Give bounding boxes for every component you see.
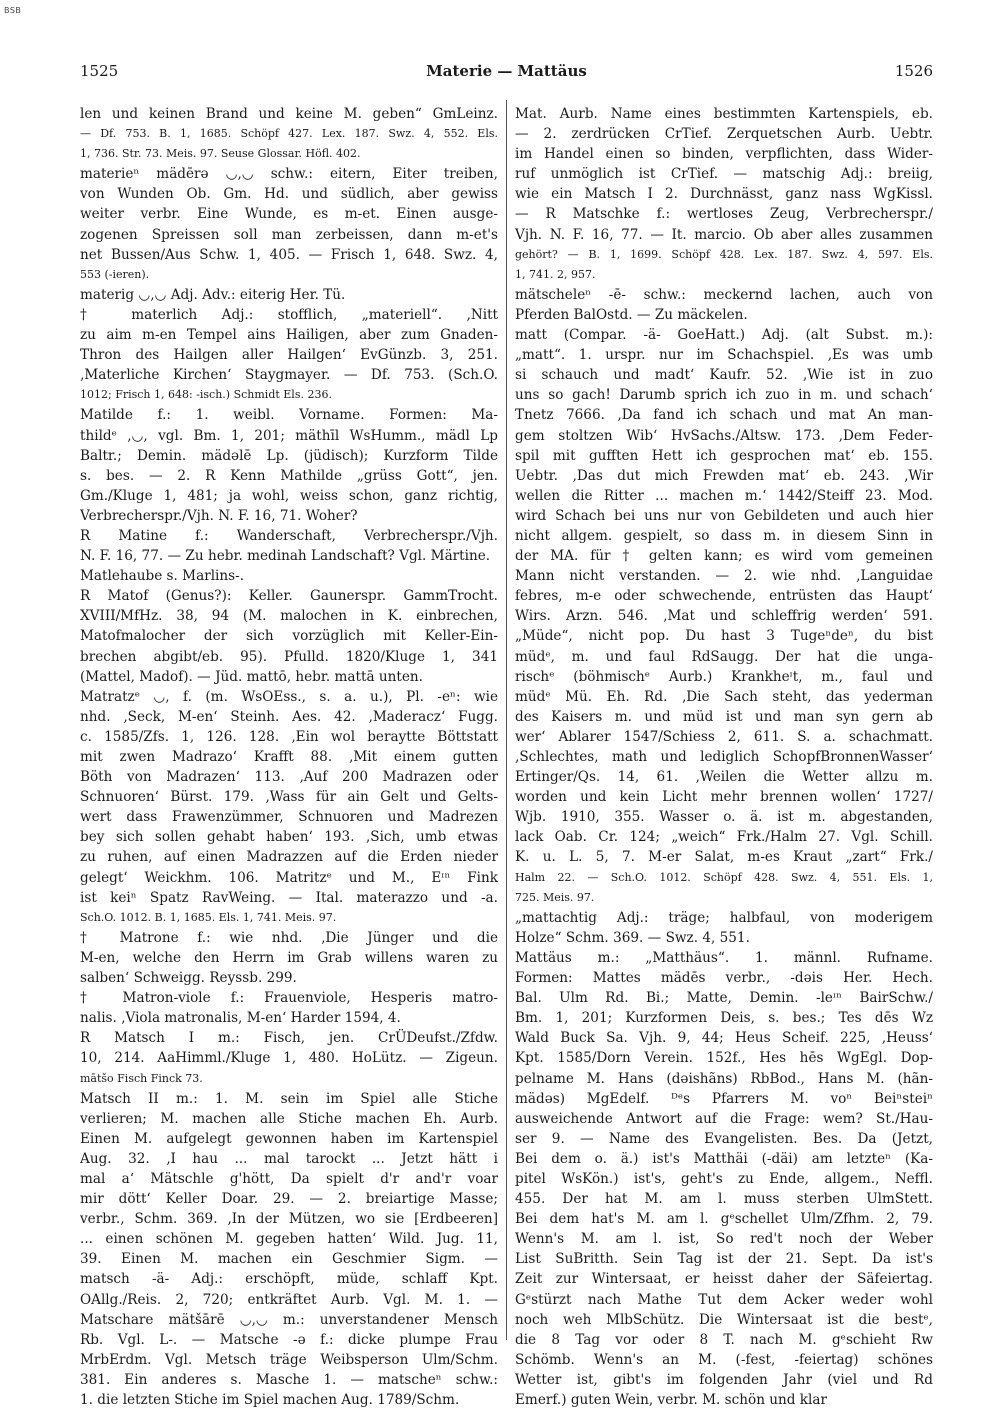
text-line: salben‘ Schweigg. Reyssb. 299. — [80, 970, 297, 987]
text-line: brechen abgibt/eb. 95). Pfulld. 1820/Kluge 1, 341 — [80, 648, 498, 665]
text-line: mir dött‘ Keller Doar. 29. — 2. breiartige Masse; — [80, 1191, 498, 1208]
text-line: Vjh. N. F. 16, 77. — It. marcio. Ob aber alles zusammen — [515, 226, 933, 243]
text-line: verbr., Schm. 369. ‚In der Mützen, wo sie [Erdbeeren] — [80, 1211, 498, 1228]
text-line: R Matine f.: Wanderschaft, Verbrecherspr./Vjh. — [80, 527, 498, 544]
text-line: 1, 736. Str. 73. Meis. 97. Seuse Glossar. Höfl. 402. — [80, 147, 361, 161]
text-line: Bei dem hat's M. am l. gᵉschellet Ulm/Zfhm. 2, 79. — [515, 1211, 933, 1228]
text-line: Mann nicht verstanden. — 2. wie nhd. ‚Languidae — [515, 568, 933, 585]
text-line: Matratzᵉ ◡, f. (m. WsOEss., s. a. u.), Pl. -eⁿ: wie — [80, 688, 498, 705]
text-line: ruf unmöglich ist CrTief. — matschig Adj.: breiig, — [515, 166, 933, 183]
text-line: 381. Ein anderes s. Masche 1. — matscheⁿ schw.: — [80, 1371, 498, 1388]
text-line: spil mit gufften Hett ich gesprochen mat‘ eb. 155. — [515, 447, 933, 464]
text-line: — Df. 753. B. 1, 1685. Schöpf 427. Lex. 187. Swz. 4, 552. Els. — [80, 127, 498, 141]
text-line: MrbErdm. Vgl. Metsch träge Weibsperson Ulm/Schm. — [80, 1351, 498, 1368]
text-line: Matofmalocher der sich vorzüglich mit Keller-Ein- — [80, 628, 498, 645]
text-line: Matlehaube s. Marlins-. — [80, 568, 245, 585]
text-line: „matt“. 1. urspr. nur im Schachspiel. ‚Es was umb — [515, 347, 933, 364]
text-line: „mattachtig Adj.: träge; halbfaul, von moderigem — [515, 909, 933, 926]
text-line: Zeit zur Wintersaat, er heisst daher der Säfeiertag. — [515, 1271, 933, 1288]
text-line: Thron des Hailgen aller Hailgen‘ EvGünzb. 3, 251. — [80, 347, 498, 364]
text-line: Wenn's M. am l. ist, So red't noch der Weber — [515, 1231, 933, 1248]
text-line: nicht allgem. gespielt, so dass m. in diesem Sinn in — [515, 527, 933, 544]
text-line: mädəs) MgEdelf. ᴰᵉs Pfarrers M. voⁿ Beiⁿsteiⁿ — [515, 1090, 933, 1107]
text-line: Bei dem o. ä.) ist's Matthäi (-däi) am letzteⁿ (Ka- — [515, 1150, 933, 1167]
text-line: noch weh MlbSchütz. Die Wintersaat ist die bestᵉ, — [515, 1311, 933, 1328]
text-line: 553 (-ieren). — [80, 267, 150, 281]
text-line: OAllg./Reis. 2, 720; entkräftet Aurb. Vgl. M. 1. — — [80, 1291, 498, 1308]
text-line: ‚Schlechtes, math und lediglich SchopfBronnenWasser‘ — [515, 749, 933, 765]
text-line: thildᵉ ,◡, vgl. Bm. 1, 201; mäthīl WsHumm., mädl Lp — [80, 427, 498, 444]
text-line: matt (Compar. -ä- GoeHatt.) Adj. (alt Subst. m.): — [515, 327, 933, 344]
text-line: Wirs. Arzn. 546. ‚Mat und schleffrig werden‘ 591. — [515, 608, 933, 625]
text-line: ser 9. — Name des Evangelisten. Bes. Da (Jetzt, — [515, 1130, 933, 1147]
text-line: Gᵉstürzt nach Mathe Tut dem Acker weder wohl — [515, 1291, 933, 1308]
text-line: Wald Buck Sa. Vjh. 9, 44; Heus Scheif. 225, ‚Heuss‘ — [515, 1030, 933, 1047]
text-line: „Müde“, nicht pop. Du hast 3 Tugeⁿdeⁿ, du bist — [515, 628, 933, 645]
text-line: Matilde f.: 1. weibl. Vorname. Formen: Ma- — [80, 407, 498, 424]
text-line: Matsch II m.: 1. M. sein im Spiel alle Stiche — [80, 1090, 498, 1107]
column-divider — [506, 100, 507, 1340]
text-line: si schauch und madt‘ Kaufr. 52. ‚Wie ist in zuo — [515, 367, 933, 384]
text-line: uns so gach! Darumb sprich ich zuo in m. und schach‘ — [515, 387, 933, 404]
text-line: wellen die Ritter ... machen m.‘ 1442/Steiff 23. Mod. — [515, 487, 933, 504]
text-line: der MA. für † gelten kann; es wird vom gemeinen — [515, 548, 933, 565]
text-line: pelname M. Hans (dəishãns) RbBod., Hans M. (hãn- — [515, 1070, 933, 1087]
text-line: 1, 741. 2, 957. — [515, 267, 596, 281]
text-line: ‚Materliche Kirchen‘ Staygmayer. — Df. 753. (Sch.O. — [80, 367, 498, 384]
text-line: Uebtr. ‚Das dut mich Frewden mat‘ eb. 243. ‚Wir — [515, 467, 933, 484]
text-line: List SuBritth. Sein Tag ist der 21. Sept. Da ist's — [515, 1251, 933, 1268]
text-line: Gm./Kluge 1, 481; ja wohl, weiss schon, ganz richtig, — [80, 487, 498, 504]
text-line: Bal. Ulm Rd. Bi.; Matte, Demin. -leᶦⁿ BairSchw./ — [515, 990, 933, 1007]
text-line: c. 1585/Zfs. 1, 126. 128. ‚Ein wol beraytte Böttstatt — [80, 728, 498, 745]
text-line: Kpt. 1585/Dorn Verein. 152f., Hes hēs WgEgl. Dop- — [515, 1050, 933, 1067]
text-line: M-en, welche den Herrn im Grab willens waren zu — [80, 949, 498, 966]
page-number-left: 1525 — [80, 62, 119, 80]
text-line: Emerf.) guten Wein, verbr. M. schön und klar — [515, 1392, 827, 1408]
text-line: wert dass Frawenzümmer, Schnuoren und Madrezen — [80, 809, 498, 826]
text-line: K. u. L. 5, 7. M-er Salat, m-es Kraut „zart“ Frk./ — [515, 849, 933, 866]
text-line: Schnuoren‘ Bürst. 179. ‚Wass für ain Gelt und Gelts- — [80, 789, 498, 806]
text-line: ... einen schönen M. gegeben hatten‘ Wild. Jug. 11, — [80, 1231, 498, 1248]
text-line: bey sich sollen gehabt haben‘ 193. ‚Sich, umb etwas — [80, 829, 498, 846]
text-line: mal a‘ Mätschle g'hött, Da spielt d'r and'r voar — [80, 1170, 498, 1187]
text-line: Ertinger/Qs. 14, 61. ‚Weilen die Wetter allzu m. — [515, 769, 933, 786]
text-line: Matschare mätšārē ◡,◡ m.: unverstandener Mensch — [80, 1311, 498, 1328]
text-line: Tnetz 7666. ‚Da fand ich schach und mat An man- — [515, 407, 933, 424]
text-line: Bm. 1, 201; Kurzformen Deis, s. bes.; Tes dēs Wz — [515, 1010, 933, 1027]
text-line: s. bes. — 2. R Kenn Mathilde „grüss Gott“, jen. — [80, 467, 498, 484]
running-title: Materie — Mattäus — [426, 62, 587, 80]
text-line: gem stoltzen Wib‘ HvSachs./Altsw. 173. ‚Dem Feder- — [515, 427, 933, 444]
text-line: † Matrone f.: wie nhd. ‚Die Jünger und die — [80, 929, 498, 946]
text-line: † materlich Adj.: stofflich, „materiell“. ‚Nitt — [80, 306, 498, 323]
text-line: von Wunden Ob. Gm. Hd. und südlich, aber gewiss — [80, 186, 498, 203]
text-line: 10, 214. AaHimml./Kluge 1, 480. HoLütz. — Zigeun. — [80, 1050, 498, 1067]
library-stamp: BSB — [4, 6, 22, 15]
text-line: zu aim m-en Tempel ains Hailigen, aber zum Gnaden- — [80, 327, 498, 344]
text-line: die 8 Tag vor oder 8 T. nach M. gᵉschieht Rw — [515, 1331, 933, 1348]
text-line: 455. Der hat M. am l. muss sterben UlmStett. — [515, 1191, 933, 1208]
text-line: worden und kein Licht mehr brennen wollen‘ 1727/ — [515, 789, 933, 806]
text-line: im Handel einen so binden, verpflichten, dass Wider- — [515, 146, 933, 163]
text-line: wird Schach bei uns nur von Gebildeten und auch hier — [515, 507, 933, 524]
text-line: Formen: Mattes mädēs verbr., -dəis Her. Hech. — [515, 970, 933, 987]
text-line: gelegt‘ Weickhm. 106. Matritzᵉ und M., Eᶦⁿ Fink — [80, 869, 498, 886]
text-line: ausweichende Antwort auf die Frage: wem? St./Hau- — [515, 1110, 933, 1127]
text-line: — 2. zerdrücken CrTief. Zerquetschen Aurb. Uebtr. — [515, 126, 933, 143]
text-line: zu ruhen, auf einen Madrazzen auf die Erden nieder — [80, 849, 498, 866]
text-line: (Mattel, Madof). — Jüd. mattō, hebr. mattā unten. — [80, 668, 423, 685]
text-line: materieⁿ mädērə ◡,◡ schw.: eitern, Eiter treiben, — [80, 166, 498, 183]
text-line: mit zwen Madrazo‘ Krafft 88. ‚Mit einem gutten — [80, 749, 498, 765]
text-line: R Matof (Genus?): Keller. Gaunerspr. GammTrocht. — [80, 588, 498, 605]
text-line: Mattäus m.: „Matthäus“. 1. männl. Rufname. — [515, 949, 933, 966]
text-line: 1. die letzten Stiche im Spiel machen Aug. 1789/Schm. — [80, 1392, 460, 1408]
text-line: matsch -ä- Adj.: erschöpft, müde, schlaff Kpt. — [80, 1271, 498, 1288]
text-line: Sch.O. 1012. B. 1, 1685. Els. 1, 741. Meis. 97. — [80, 910, 337, 924]
text-line: Schömb. Wenn's an M. (-fest, -feiertag) schönes — [515, 1351, 933, 1368]
right-column — [515, 104, 933, 1410]
text-line: 39. Einen M. machen ein Geschmier Sigm. — — [80, 1251, 498, 1268]
text-line: Halm 22. — Sch.O. 1012. Schöpf 428. Swz. 4, 551. Els. 1, — [515, 870, 933, 884]
left-column — [80, 104, 498, 1410]
text-line: 1012; Frisch 1, 648: -isch.) Schmidt Els. 236. — [80, 388, 332, 402]
text-line: Einen M. aufgelegt gewonnen haben im Kartenspiel — [80, 1130, 498, 1147]
text-line: rischᵉ (böhmischᵉ Aurb.) Krankheᶦt, m., faul und — [515, 668, 933, 685]
text-line: müdᵉ, m. und faul RdSaugg. Der hat die unga- — [515, 648, 933, 665]
text-line: nalis. ‚Viola matronalis, M-en‘ Harder 1594, 4. — [80, 1010, 401, 1027]
text-line: Mat. Aurb. Name eines bestimmten Kartenspiels, eb. — [515, 106, 933, 122]
text-line: † Matron-viole f.: Frauenviole, Hesperis matro- — [80, 990, 498, 1007]
text-line: des Kaisers m. und müd ist und man syn gern ab — [515, 708, 933, 725]
text-line: verlieren; M. machen alle Stiche machen Eh. Aurb. — [80, 1110, 498, 1127]
text-line: febres, m-e oder schwechende, entrüsten das Haupt‘ — [515, 588, 933, 605]
text-line: XVIII/MfHz. 38, 94 (M. malochen in K. einbrechen, — [80, 608, 498, 625]
text-line: Holze“ Schm. 369. — Swz. 4, 551. — [515, 929, 750, 946]
text-line: Baltr.; Demin. mädəlē Lp. (jüdisch); Kurzform Tilde — [80, 447, 498, 464]
text-line: N. F. 16, 77. — Zu hebr. medinah Landschaft? Vgl. Märtine. — [80, 548, 491, 565]
text-line: — R Matschke f.: wertloses Zeug, Verbrecherspr./ — [515, 206, 933, 223]
text-line: net Bussen/Aus Schw. 1, 405. — Frisch 1, 648. Swz. 4, — [80, 246, 498, 263]
text-line: zogenen Spreissen soll man zerbeissen, dann m-et's — [80, 226, 498, 243]
text-line: nhd. ‚Seck, M-en‘ Steinh. Aes. 42. ‚Maderacz‘ Fugg. — [80, 708, 498, 725]
text-line: R Matsch I m.: Fisch, jen. CrÜDeufst./Zfdw. — [80, 1030, 498, 1047]
text-line: Aug. 32. ‚I hau ... mal tarockt ... Jetzt hätt i — [80, 1150, 498, 1167]
text-line: Rb. Vgl. L-. — Matsche -ə f.: dicke plumpe Frau — [80, 1331, 498, 1348]
text-line: Verbrecherspr./Vjh. N. F. 16, 71. Woher? — [80, 507, 358, 524]
text-line: mātšo Fisch Finck 73. — [80, 1071, 203, 1085]
page-number-right: 1526 — [894, 62, 933, 80]
text-line: pitel WsKön.) ist's, geht's zu Ende, allgem., Neffl. — [515, 1170, 933, 1187]
text-line: 725. Meis. 97. — [515, 890, 595, 904]
text-line: mätscheleⁿ -ē- schw.: meckernd lachen, auch von — [515, 286, 933, 303]
text-line: Böth von Madrazen‘ 113. ‚Auf 200 Madrazen oder — [80, 769, 498, 786]
text-line: weiter verbr. Eine Wunde, es m-et. Einen ausge- — [80, 206, 498, 223]
text-line: Wetter ist, gibt's im folgenden Jahr (viel und Rd — [515, 1371, 933, 1388]
text-line: ist keiⁿ Spatz RavWeing. — Ital. materazzo und -a. — [80, 889, 498, 906]
text-line: len und keinen Brand und keine M. geben“ GmLeinz. — [80, 106, 498, 122]
text-line: Wjb. 1910, 355. Wasser o. ä. ist m. abgestanden, — [515, 809, 933, 826]
text-line: müdᵉ Mü. Eh. Rd. ‚Die Sach steht, das yederman — [515, 688, 933, 705]
text-line: wie ein Matsch I 2. Durchnässt, ganz nass WgKissl. — [515, 186, 933, 203]
page-header — [80, 62, 933, 86]
text-line: Pferden BalOstd. — Zu mäckelen. — [515, 306, 748, 323]
text-line: gehört? — B. 1, 1699. Schöpf 428. Lex. 187. Swz. 4, 597. Els. — [515, 247, 933, 261]
text-line: lack Oab. Cr. 124; „weich“ Frk./Halm 27. Vgl. Schill. — [515, 829, 933, 846]
text-line: materig ◡,◡ Adj. Adv.: eiterig Her. Tü. — [80, 286, 346, 303]
text-line: wer‘ Ablarer 1547/Schiess 2, 611. S. a. schachmatt. — [515, 728, 933, 745]
